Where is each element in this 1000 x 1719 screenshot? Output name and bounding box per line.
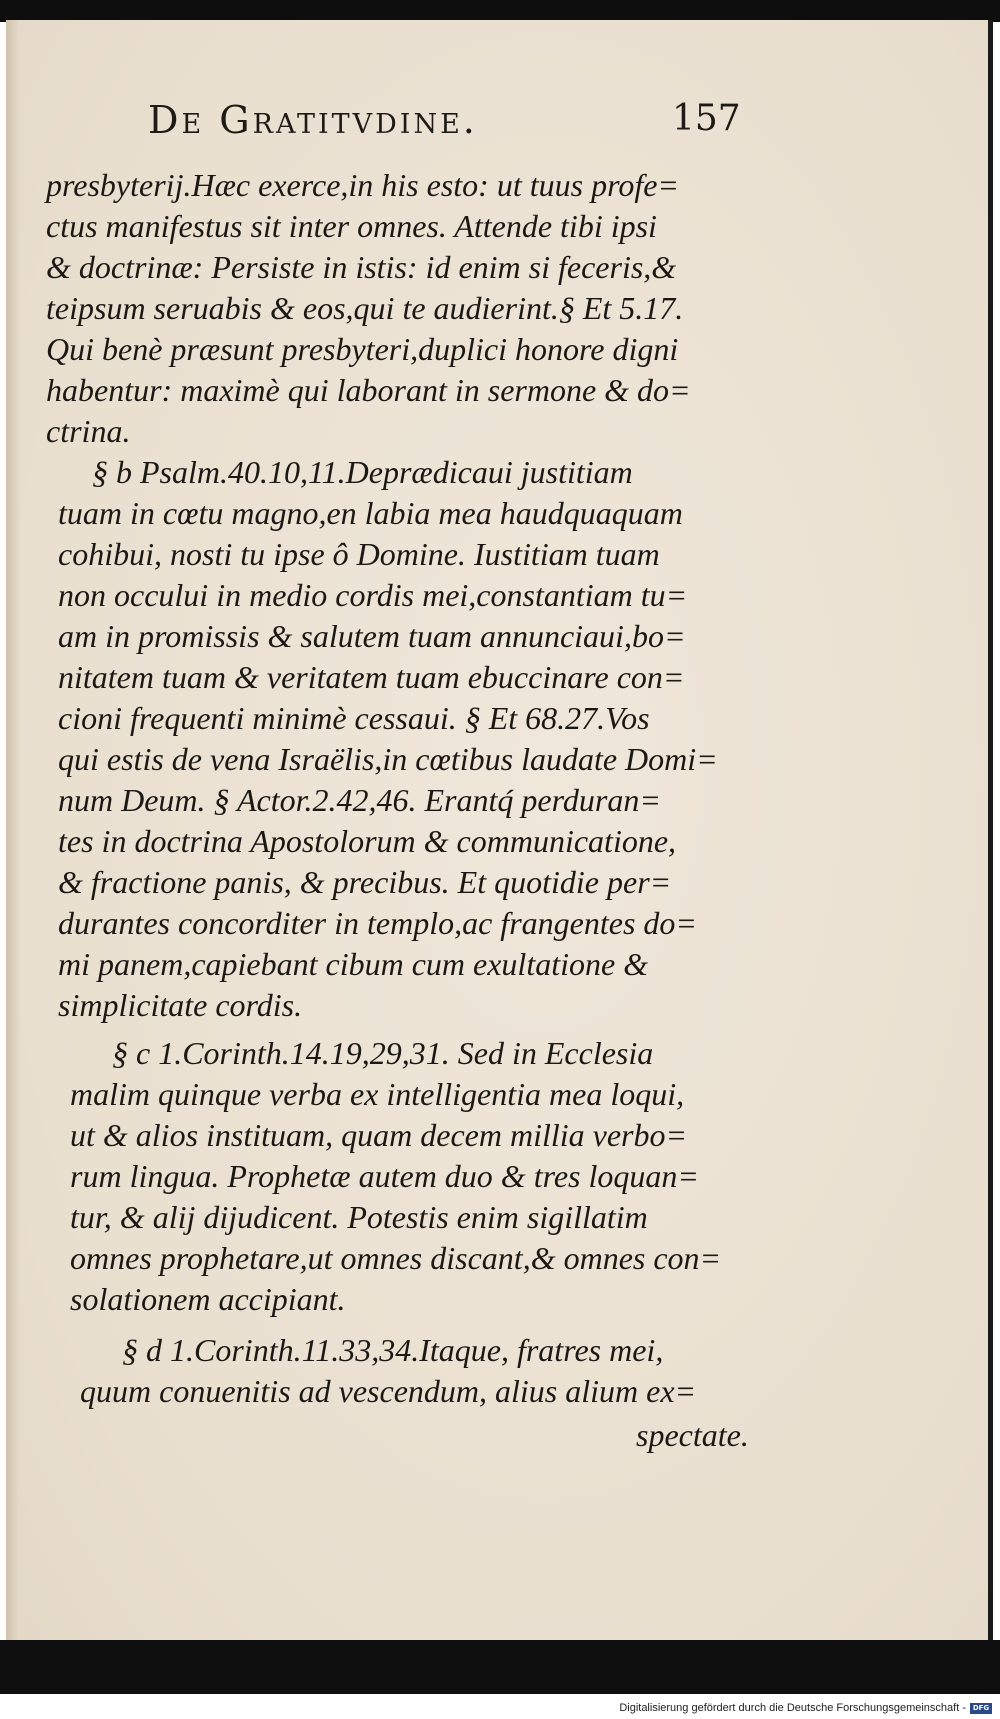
text-line: tuam in cœtu magno,en labia mea haudquaquam <box>58 495 683 531</box>
text-line: habentur: maximè qui laborant in sermone & do= <box>46 372 691 408</box>
digitization-credit <box>619 1699 992 1717</box>
dfg-logo: DFG <box>970 1703 992 1714</box>
text-line: quum conuenitis ad vescendum, alius alium ex= <box>80 1373 697 1409</box>
running-head: De Gratitvdine. <box>148 98 478 142</box>
text-line: cioni frequenti minimè cessaui. § Et 68.27.Vos <box>58 700 650 736</box>
text-line: qui estis de vena Israëlis,in cœtibus laudate Domi= <box>58 741 718 777</box>
text-line: spectate. <box>636 1417 749 1453</box>
page-gutter <box>6 20 20 1682</box>
text-line: § c 1.Corinth.14.19,29,31. Sed in Ecclesia <box>112 1035 654 1071</box>
scan-bottom-edge <box>0 1640 1000 1694</box>
text-line: ut & alios instituam, quam decem millia verbo= <box>70 1117 688 1153</box>
text-line: nitatem tuam & veritatem tuam ebuccinare con= <box>58 659 685 695</box>
credit-text: Digitalisierung gefördert durch die Deutsche Forschungsgemeinschaft - <box>619 1702 966 1714</box>
text-line: Qui benè præsunt presbyteri,duplici honore digni <box>46 331 679 367</box>
text-line: § b Psalm.40.10,11.Deprædicaui justitiam <box>92 454 633 490</box>
text-line: mi panem,capiebant cibum cum exultatione & <box>58 946 649 982</box>
scan-top-edge <box>0 0 1000 22</box>
text-line: malim quinque verba ex intelligentia mea loqui, <box>70 1076 685 1112</box>
text-line: § d 1.Corinth.11.33,34.Itaque, fratres mei, <box>122 1332 664 1368</box>
text-line: tur, & alij dijudicent. Potestis enim sigillatim <box>70 1199 648 1235</box>
text-line: num Deum. § Actor.2.42,46. Erantq́ perduran= <box>58 782 661 818</box>
text-line: ctrina. <box>46 413 131 449</box>
text-line: tes in doctrina Apostolorum & communicatione, <box>58 823 677 859</box>
text-line: non occului in medio cordis mei,constantiam tu= <box>58 577 688 613</box>
text-line: & doctrinæ: Persiste in istis: id enim si feceris,& <box>46 249 677 285</box>
text-line: rum lingua. Prophetæ autem duo & tres loquan= <box>70 1158 699 1194</box>
text-line: durantes concorditer in templo,ac frangentes do= <box>58 905 697 941</box>
text-line: & fractione panis, & precibus. Et quotidie per= <box>58 864 672 900</box>
text-line: cohibui, nosti tu ipse ô Domine. Iustitiam tuam <box>58 536 660 572</box>
text-line: solationem accipiant. <box>70 1281 346 1317</box>
text-line: omnes prophetare,ut omnes discant,& omnes con= <box>70 1240 722 1276</box>
text-line: presbyterij.Hæc exerce,in his esto: ut tuus profe= <box>46 167 680 203</box>
text-line: teipsum seruabis & eos,qui te audierint.§ Et 5.17. <box>46 290 684 326</box>
page-number: 157 <box>672 98 741 139</box>
text-line: simplicitate cordis. <box>58 987 303 1023</box>
text-line: ctus manifestus sit inter omnes. Attende tibi ipsi <box>46 208 657 244</box>
text-line: am in promissis & salutem tuam annunciaui,bo= <box>58 618 686 654</box>
